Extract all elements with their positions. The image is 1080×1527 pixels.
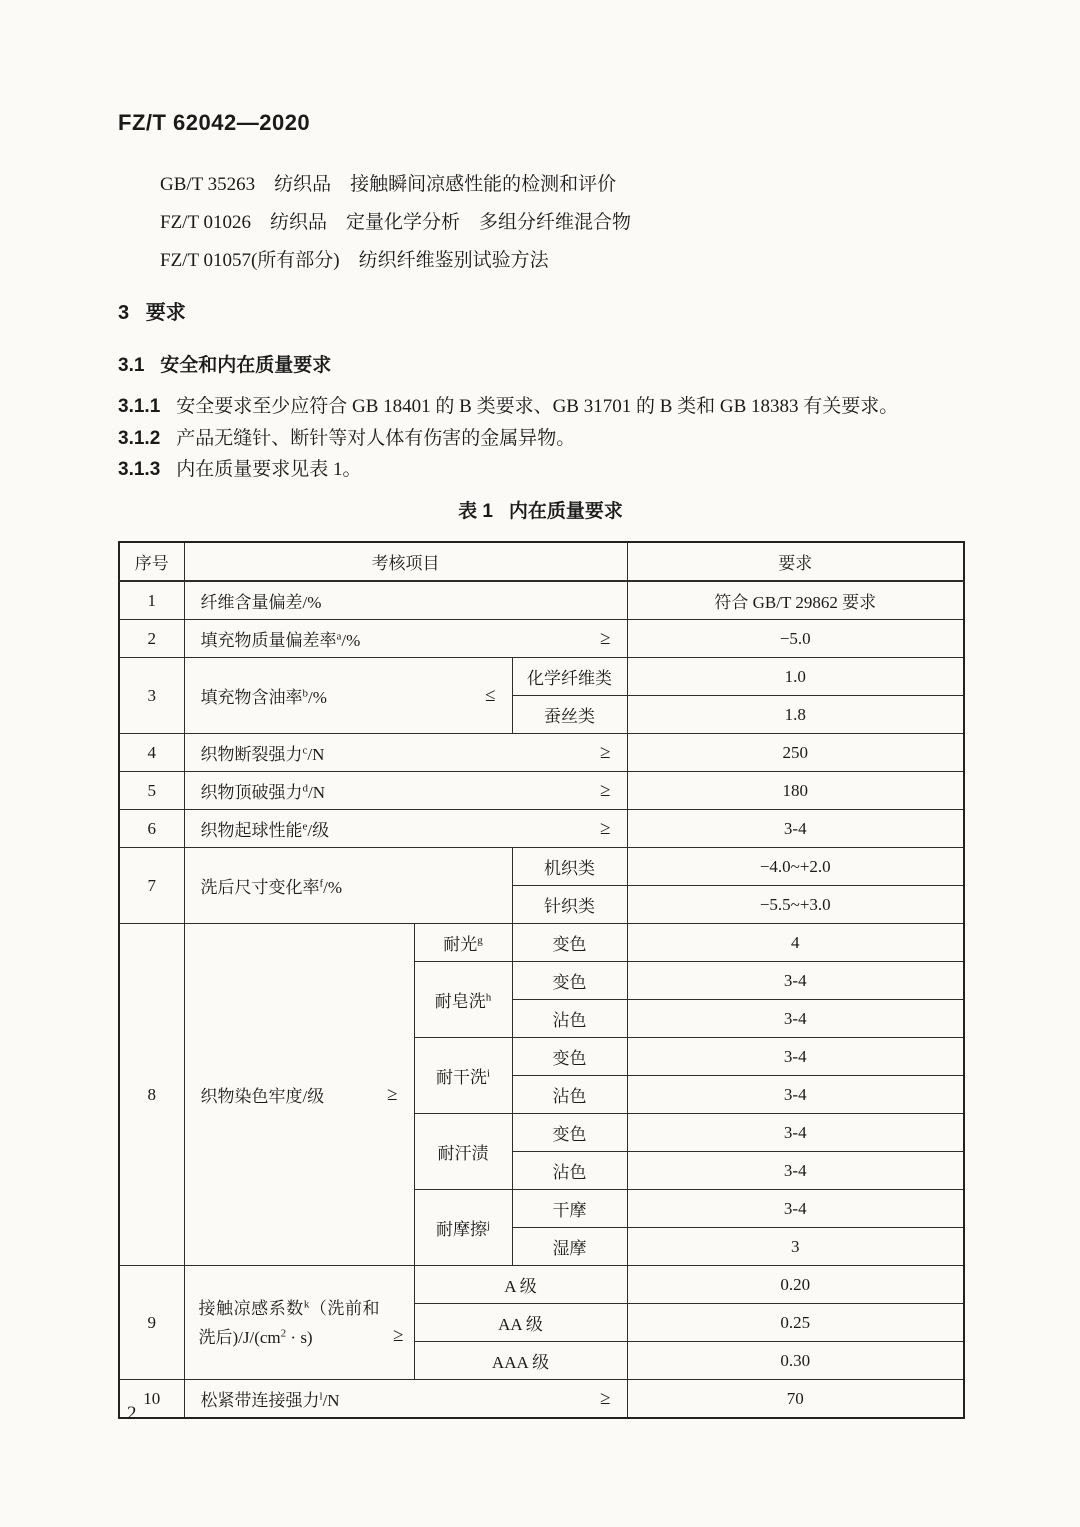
- op-symbol: ≥: [393, 1325, 404, 1346]
- op-symbol: ≥: [600, 741, 611, 763]
- item-cell: 松紧带连接强力$^l$/N ≥: [184, 1380, 627, 1419]
- op-symbol: ≥: [600, 627, 611, 649]
- req-cell: −5.5~+3.0: [627, 886, 964, 924]
- sub-label-cell: 变色: [512, 924, 627, 962]
- clause-number: 3.1.3: [118, 459, 161, 480]
- req-cell: 0.25: [627, 1304, 964, 1342]
- req-cell: 符合 GB/T 29862 要求: [627, 581, 964, 620]
- group-cell: 耐皂洗$^h$: [414, 962, 512, 1038]
- table-row: [119, 848, 964, 886]
- op-symbol: ≥: [600, 1387, 611, 1409]
- item-cell: 填充物质量偏差率$^a$/% ≥: [184, 620, 627, 658]
- req-cell: 1.0: [627, 658, 964, 696]
- req-cell: 3-4: [627, 962, 964, 1000]
- item-cell: 织物起球性能$^e$/级 ≥: [184, 810, 627, 848]
- footnote-sup: a: [336, 630, 342, 643]
- req-cell: 3-4: [627, 810, 964, 848]
- req-cell: 4: [627, 924, 964, 962]
- header-requirement: 要求: [627, 542, 964, 581]
- sub-label-cell: 沾色: [512, 1076, 627, 1114]
- sub-label-cell: 干摩: [512, 1190, 627, 1228]
- footnote-sup: j: [486, 1219, 491, 1232]
- sub-label-cell: 沾色: [512, 1152, 627, 1190]
- footnote-sup: c: [302, 744, 308, 757]
- header-serial: 序号: [119, 542, 184, 581]
- serial-cell: 2: [119, 620, 184, 658]
- table-row: [119, 658, 964, 696]
- group-cell: 耐干洗$^i$: [414, 1038, 512, 1114]
- sub-label-cell: 化学纤维类: [512, 658, 627, 696]
- sub-label-cell: 机织类: [512, 848, 627, 886]
- clause-number: 3.1.1: [118, 396, 161, 417]
- req-cell: −5.0: [627, 620, 964, 658]
- serial-cell: 6: [119, 810, 184, 848]
- item-cell: 织物顶破强力$^d$/N ≥: [184, 772, 627, 810]
- req-cell: 3-4: [627, 1038, 964, 1076]
- op-symbol: ≥: [600, 779, 611, 801]
- serial-cell: 5: [119, 772, 184, 810]
- footnote-sup: l: [319, 1390, 323, 1403]
- serial-cell: 4: [119, 734, 184, 772]
- op-symbol: ≥: [387, 1083, 398, 1105]
- footnote-sup: g: [477, 934, 483, 947]
- req-cell: −4.0~+2.0: [627, 848, 964, 886]
- table-row: [119, 924, 964, 962]
- item-cell: 洗后尺寸变化率$^f$/%: [184, 848, 512, 924]
- table-row: [119, 772, 964, 810]
- sub-label-cell: 沾色: [512, 1000, 627, 1038]
- table-row: [119, 734, 964, 772]
- page-number: 2: [127, 1403, 137, 1424]
- footnote-sup: e: [302, 820, 308, 833]
- footnote-sup: i: [486, 1067, 491, 1080]
- req-cell: 3-4: [627, 1152, 964, 1190]
- serial-cell: 10: [119, 1380, 184, 1419]
- sub-label-cell: A 级: [414, 1266, 627, 1304]
- sub-label-cell: 变色: [512, 1038, 627, 1076]
- footnote-sup: f: [319, 877, 324, 890]
- serial-cell: 1: [119, 581, 184, 620]
- req-cell: 3-4: [627, 1190, 964, 1228]
- sub-label-cell: AAA 级: [414, 1342, 627, 1380]
- reference-line: FZ/T 01057(所有部分) 纺织纤维鉴别试验方法: [160, 250, 549, 271]
- req-cell: 70: [627, 1380, 964, 1419]
- op-symbol: ≥: [600, 817, 611, 839]
- serial-cell: 7: [119, 848, 184, 924]
- item-cell: 织物断裂强力$^c$/N ≥: [184, 734, 627, 772]
- group-cell: 耐汗渍: [414, 1114, 512, 1190]
- table-row: [119, 1380, 964, 1419]
- table-row: [119, 581, 964, 620]
- item-cell: 接触凉感系数$^k$（洗前和洗后)$/J/(cm^2 \cdot s)$ ≥: [184, 1266, 414, 1380]
- req-cell: 250: [627, 734, 964, 772]
- clause-text: 产品无缝针、断针等对人体有伤害的金属异物。: [176, 428, 576, 449]
- item-cell: 纤维含量偏差/%: [184, 581, 627, 620]
- req-cell: 0.30: [627, 1342, 964, 1380]
- serial-cell: 3: [119, 658, 184, 734]
- sub-label-cell: 变色: [512, 962, 627, 1000]
- clause: [118, 454, 362, 481]
- header-item: 考核项目: [184, 542, 627, 581]
- table-row: [119, 1266, 964, 1304]
- serial-cell: 8: [119, 924, 184, 1266]
- item-cell: 织物染色牢度/级 ≥: [184, 924, 414, 1266]
- req-cell: 3-4: [627, 1114, 964, 1152]
- clause-number: 3.1.2: [118, 428, 161, 449]
- group-cell: 耐摩擦$^j$: [414, 1190, 512, 1266]
- clause-text: 安全要求至少应符合 GB 18401 的 B 类要求、GB 31701 的 B 类和 GB 18383 有关要求。: [176, 396, 899, 417]
- section-heading: 3 要求: [118, 302, 186, 324]
- req-cell: 180: [627, 772, 964, 810]
- footnote-sup: k: [303, 1297, 310, 1310]
- footnote-sup: h: [485, 991, 492, 1004]
- req-cell: 3-4: [627, 1076, 964, 1114]
- table-title: 表 1 内在质量要求: [458, 501, 623, 522]
- subsection-heading: 3.1 安全和内在质量要求: [118, 355, 332, 376]
- reference-line: GB/T 35263 纺织品 接触瞬间凉感性能的检测和评价: [160, 174, 617, 195]
- clause-text: 内在质量要求见表 1。: [176, 459, 362, 480]
- document-code: FZ/T 62042—2020: [118, 110, 311, 135]
- sub-label-cell: 湿摩: [512, 1228, 627, 1266]
- table-header-row: [119, 542, 964, 581]
- sub-label-cell: AA 级: [414, 1304, 627, 1342]
- group-cell: 耐光$^g$: [414, 924, 512, 962]
- superscript: 2: [280, 1326, 287, 1339]
- footnote-sup: b: [302, 687, 308, 700]
- sub-label-cell: 蚕丝类: [512, 696, 627, 734]
- op-symbol: ≤: [485, 684, 496, 706]
- req-cell: 0.20: [627, 1266, 964, 1304]
- req-cell: 3: [627, 1228, 964, 1266]
- clause: [118, 423, 575, 450]
- table-row: [119, 810, 964, 848]
- table-row: [119, 620, 964, 658]
- normative-references: [160, 166, 631, 280]
- footnote-sup: d: [302, 782, 308, 795]
- quality-requirements-table: [118, 541, 965, 1419]
- reference-line: FZ/T 01026 纺织品 定量化学分析 多组分纤维混合物: [160, 212, 631, 233]
- sub-label-cell: 针织类: [512, 886, 627, 924]
- item-cell: 填充物含油率$^b$/% ≤: [184, 658, 512, 734]
- clause: [118, 391, 898, 418]
- serial-cell: 9: [119, 1266, 184, 1380]
- req-cell: 3-4: [627, 1000, 964, 1038]
- req-cell: 1.8: [627, 696, 964, 734]
- sub-label-cell: 变色: [512, 1114, 627, 1152]
